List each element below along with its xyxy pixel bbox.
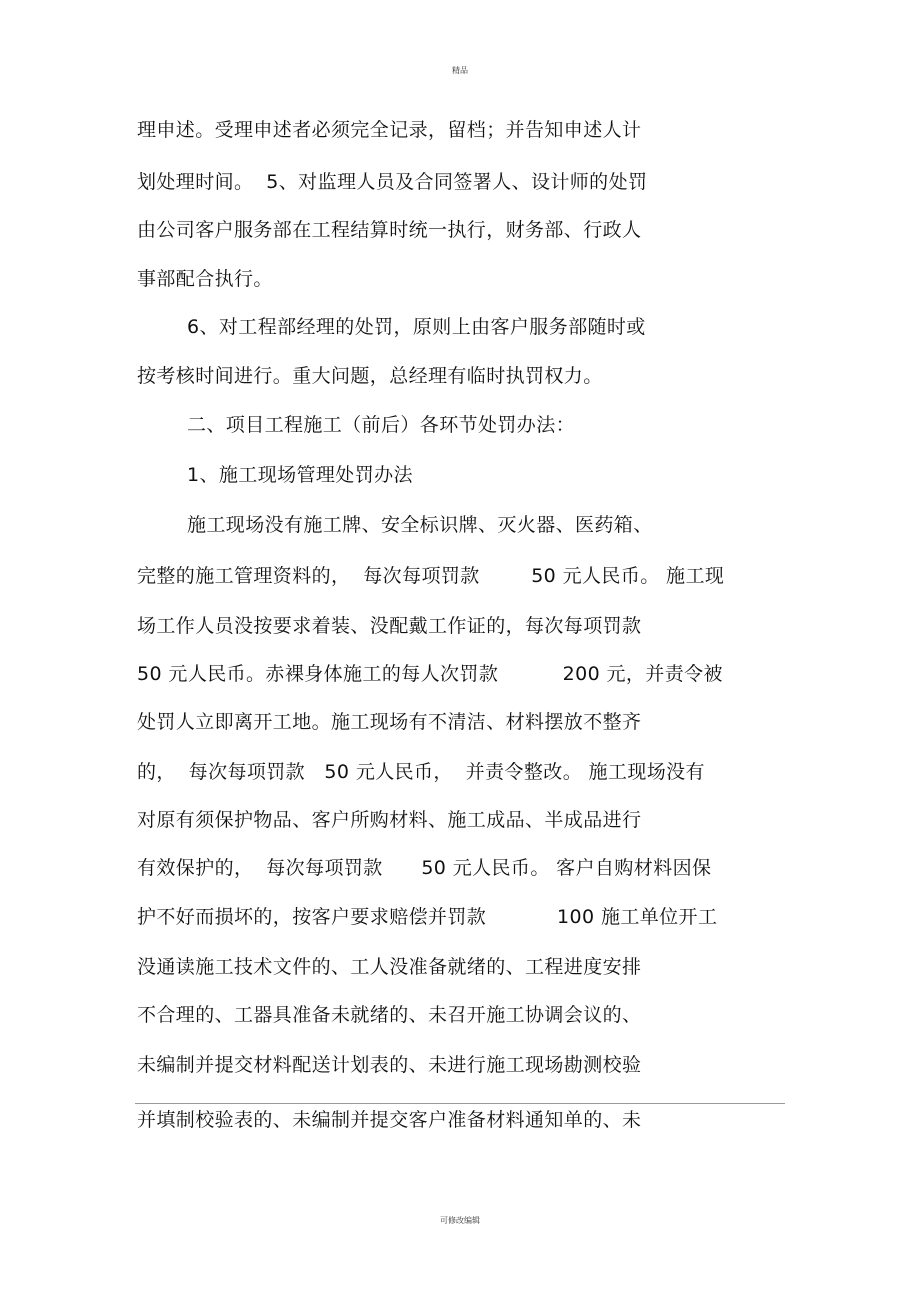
text-line-14: 的， 每次每项罚款 50 元人民币， 并责令整改。 施工现场没有 xyxy=(137,761,705,783)
text-line-9: 施工现场没有施工牌、安全标识牌、灭火器、医药箱、 xyxy=(187,514,653,536)
separator-rule xyxy=(135,1103,785,1104)
section-heading: 二、项目工程施工（前后）各环节处罚办法： xyxy=(187,414,576,436)
footer-mark: 可修改编辑 xyxy=(440,1216,480,1225)
text-line-10: 完整的施工管理资料的， 每次每项罚款 50 元人民币。 施工现 xyxy=(137,565,725,587)
text-line-18: 没通读施工技术文件的、工人没准备就绪的、工程进度安排 xyxy=(137,956,642,978)
text-line-11: 场工作人员没按要求着装、没配戴工作证的，每次每项罚款 xyxy=(137,615,642,637)
text-line-5: 6、对工程部经理的处罚，原则上由客户服务部随时或 xyxy=(187,316,646,338)
text-line-16: 有效保护的， 每次每项罚款 50 元人民币。 客户自购材料因保 xyxy=(137,857,712,879)
text-line-12: 50 元人民币。赤裸身体施工的每人次罚款 200 元，并责令被 xyxy=(137,663,723,685)
text-line-3: 由公司客户服务部在工程结算时统一执行，财务部、行政人 xyxy=(137,219,642,241)
text-line-17: 护不好而损坏的，按客户要求赔偿并罚款 100 施工单位开工 xyxy=(137,906,718,928)
text-line-1: 理申述。受理申述者必须完全记录，留档；并告知申述人计 xyxy=(137,119,642,141)
text-line-21: 并填制校验表的、未编制并提交客户准备材料通知单的、未 xyxy=(137,1109,642,1131)
text-line-4: 事部配合执行。 xyxy=(137,268,273,290)
text-line-19: 不合理的、工器具准备未就绪的、未召开施工协调会议的、 xyxy=(137,1004,642,1026)
text-line-13: 处罚人立即离开工地。施工现场有不清洁、材料摆放不整齐 xyxy=(137,711,642,733)
text-line-2: 划处理时间。 5、对监理人员及合同签署人、设计师的处罚 xyxy=(137,171,648,193)
text-line-6: 按考核时间进行。重大问题，总经理有临时执罚权力。 xyxy=(137,365,603,387)
header-mark: 精品 xyxy=(452,66,468,75)
subsection-heading: 1、施工现场管理处罚办法 xyxy=(187,464,413,486)
text-line-15: 对原有须保护物品、客户所购材料、施工成品、半成品进行 xyxy=(137,809,642,831)
text-line-20: 未编制并提交材料配送计划表的、未进行施工现场勘测校验 xyxy=(137,1054,642,1076)
